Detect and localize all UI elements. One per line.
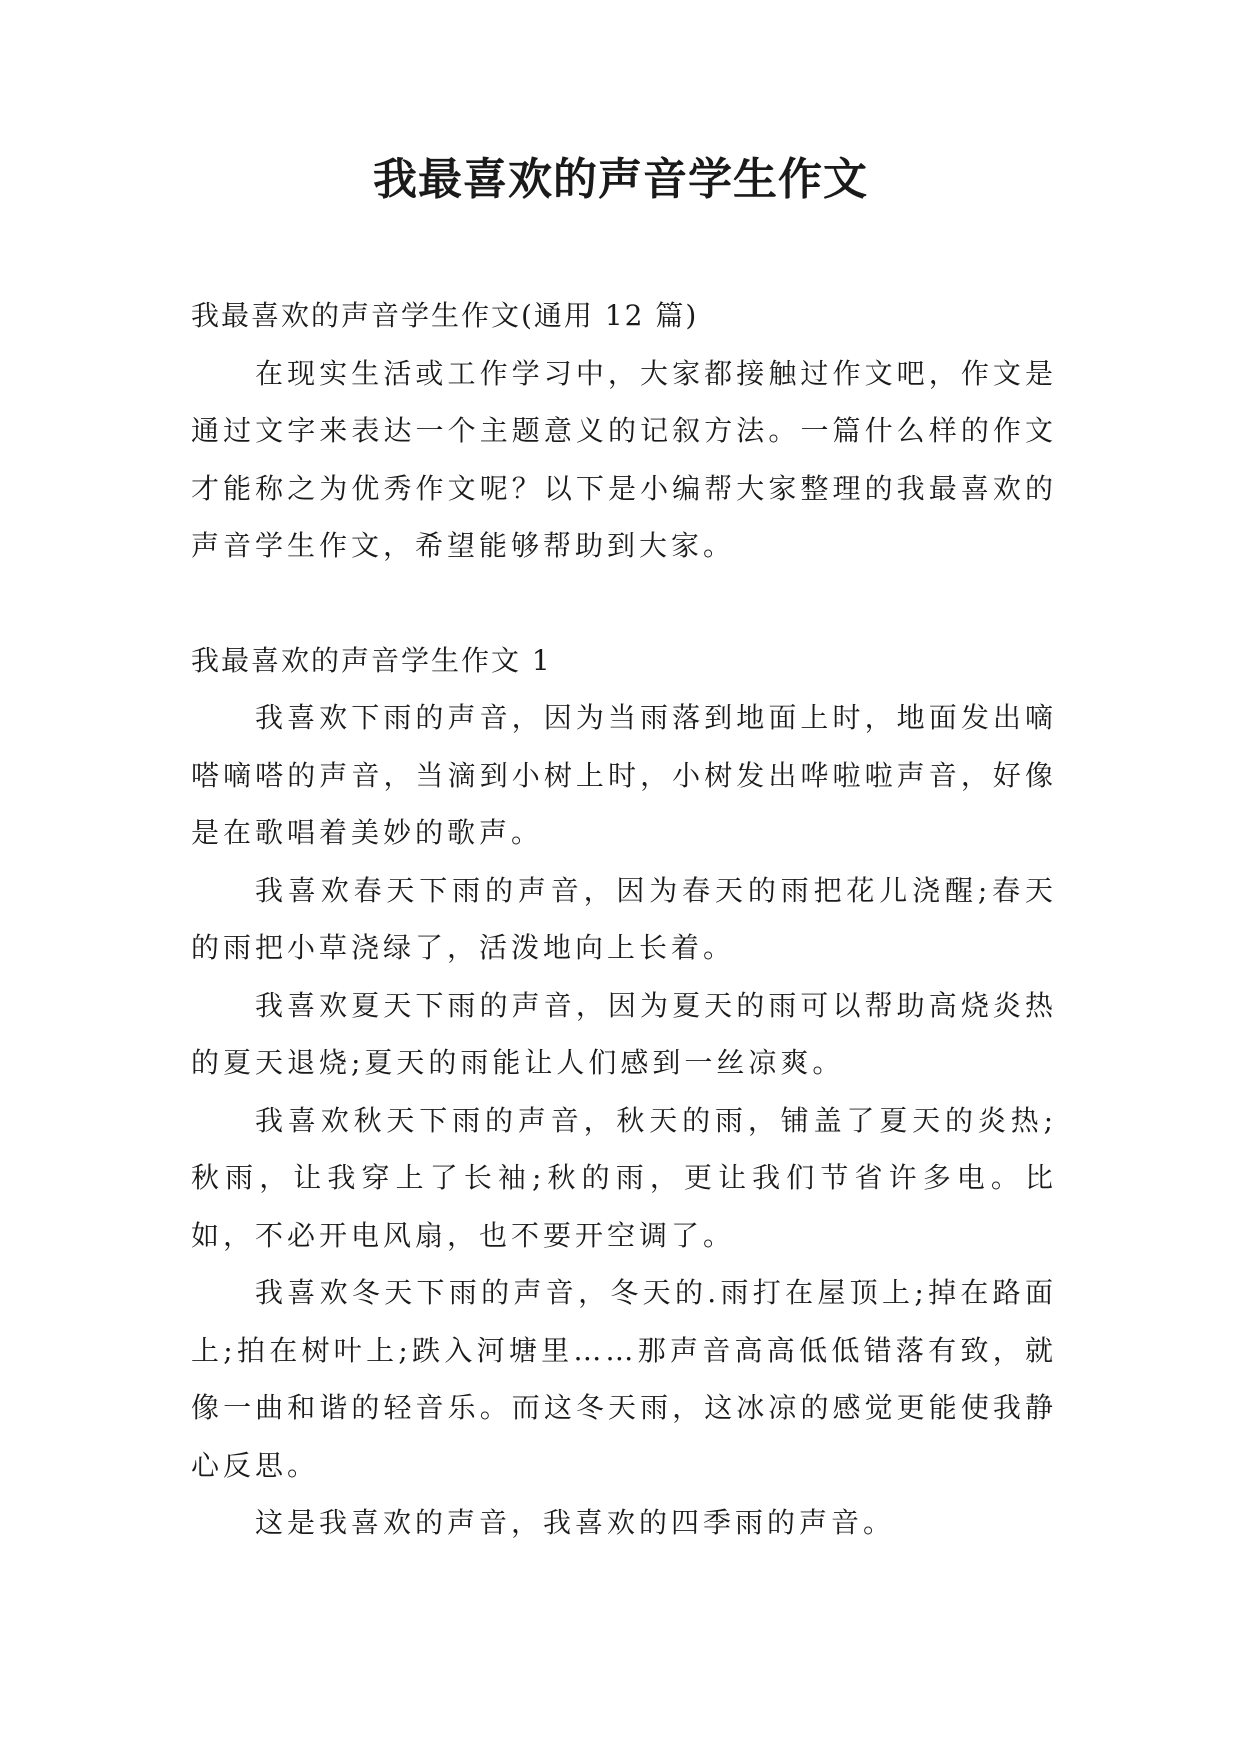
section-heading: 我最喜欢的声音学生作文 1	[191, 643, 552, 677]
document-body	[191, 287, 1057, 1552]
section-paragraph: 我喜欢秋天下雨的声音，秋天的雨，铺盖了夏天的炎热;秋雨，让我穿上了长袖;秋的雨，更让我们节省许多电。比如，不必开电风扇，也不要开空调了。	[191, 1103, 1057, 1252]
section-paragraph: 我喜欢下雨的声音，因为当雨落到地面上时，地面发出嘀嗒嘀嗒的声音，当滴到小树上时，小树发出哗啦啦声音，好像是在歌唱着美妙的歌声。	[191, 701, 1057, 849]
section-paragraph: 这是我喜欢的声音，我喜欢的四季雨的声音。	[255, 1506, 896, 1539]
section-paragraph: 我喜欢春天下雨的声音，因为春天的雨把花儿浇醒;春天的雨把小草浇绿了，活泼地向上长着。	[191, 873, 1057, 964]
section-paragraph: 我喜欢夏天下雨的声音，因为夏天的雨可以帮助高烧炎热的夏天退烧;夏天的雨能让人们感到一丝凉爽。	[191, 988, 1057, 1079]
document-subtitle: 我最喜欢的声音学生作文(通用 12 篇)	[191, 299, 699, 332]
document-title: 我最喜欢的声音学生作文	[373, 154, 868, 205]
intro-paragraph: 在现实生活或工作学习中，大家都接触过作文吧，作文是通过文字来表达一个主题意义的记叙方法。一篇什么样的作文才能称之为优秀作文呢？以下是小编帮大家整理的我最喜欢的声音学生作文，希望能够帮助到大家。	[191, 356, 1057, 562]
section-paragraph: 我喜欢冬天下雨的声音，冬天的.雨打在屋顶上;掉在路面上;拍在树叶上;跌入河塘里……那声音高高低低错落有致，就像一曲和谐的轻音乐。而这冬天雨，这冰凉的感觉更能使我静心反思。	[191, 1276, 1057, 1482]
section-spacer	[191, 575, 1057, 632]
